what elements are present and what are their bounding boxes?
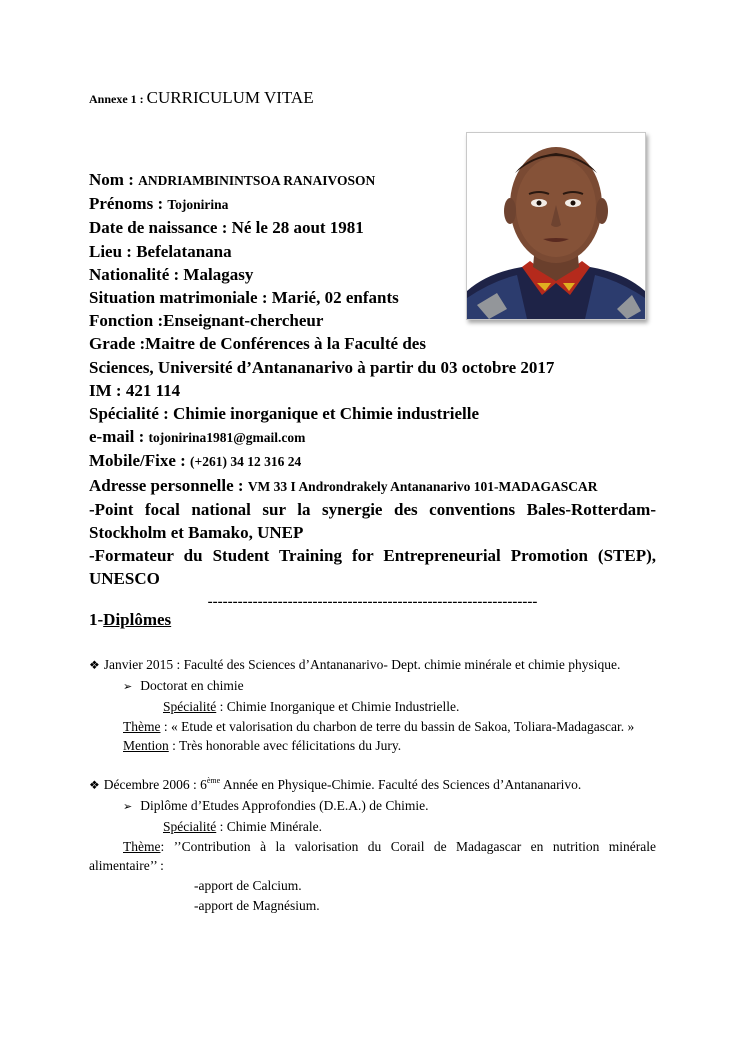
diploma-1-theme <box>89 717 656 737</box>
firstname-label: Prénoms : <box>89 194 164 214</box>
phone-value: (+261) 34 12 316 24 <box>190 454 302 470</box>
name-value: ANDRIAMBININTSOA RANAIVOSON <box>138 173 376 188</box>
diplomas-list <box>89 655 656 915</box>
diploma-1-mention <box>89 736 656 756</box>
trainer-line: -Formateur du Student Training for Entrepreneurial Promotion (STEP), UNESCO <box>89 546 656 589</box>
diploma-1-specialty <box>89 697 656 717</box>
grade-line: Grade :Maitre de Conférences à la Faculté des <box>89 334 426 354</box>
diploma-1-degree <box>89 676 656 698</box>
birthdate-line: Date de naissance : Né le 28 aout 1981 <box>89 218 364 238</box>
diploma-2-specialty <box>89 817 656 837</box>
address-label: Adresse personnelle : <box>89 475 244 495</box>
diploma-2-date-a: Décembre 2006 : 6 <box>103 776 207 792</box>
birthplace-line: Lieu : Befelatanana <box>89 241 232 261</box>
annex-heading <box>89 88 314 108</box>
theme-label: Thème <box>123 718 161 734</box>
function-line: Fonction :Enseignant-chercheur <box>89 311 324 331</box>
personal-details <box>89 168 656 614</box>
separator-line: ------------------------------------------------------------------ <box>207 593 538 610</box>
name-label: Nom : <box>89 170 134 189</box>
specialty-value: : Chimie Minérale. <box>216 819 322 835</box>
specialty-line: Spécialité : Chimie inorganique et Chimie industrielle <box>89 404 480 424</box>
diploma-1-degree-text: Doctorat en chimie <box>140 677 244 693</box>
address-line <box>89 474 656 498</box>
diploma-2-degree <box>89 796 656 818</box>
name-line <box>89 168 656 192</box>
theme-value: : « Etude et valorisation du charbon de terre du bassin de Sakoa, Toliara-Madagascar. » <box>160 718 635 734</box>
firstname-line <box>89 192 656 216</box>
nationality-line: Nationalité : Malagasy <box>89 264 254 284</box>
specialty-value: : Chimie Inorganique et Chimie Industrielle. <box>216 699 460 715</box>
section-heading-diplomas <box>89 610 171 630</box>
section-title: Diplômes <box>103 610 172 629</box>
arrow-bullet-icon: ➢ <box>123 680 133 693</box>
diploma-1-date-text: Janvier 2015 : Faculté des Sciences d’Antananarivo- Dept. chimie minérale et chimie physique. <box>103 657 621 672</box>
diploma-2-date <box>89 775 656 796</box>
specialty-label: Spécialité <box>163 819 217 835</box>
firstname-value: Tojonirina <box>167 197 229 213</box>
section-number: 1- <box>89 610 104 629</box>
annex-label: Annexe 1 : <box>89 92 144 106</box>
address-value: VM 33 I Androndrakely Antananarivo 101-MADAGASCAR <box>247 478 598 494</box>
im-line: IM : 421 114 <box>89 380 181 400</box>
theme-label: Thème <box>123 838 161 854</box>
specialty-label: Spécialité <box>163 699 217 715</box>
email-line <box>89 425 656 449</box>
diamond-bullet-icon: ❖ <box>89 658 100 672</box>
phone-line <box>89 449 656 473</box>
phone-label: Mobile/Fixe : <box>89 451 186 471</box>
mention-value: : Très honorable avec félicitations du Jury. <box>168 738 402 754</box>
diploma-1-date <box>89 655 656 676</box>
email-label: e-mail : <box>89 427 145 447</box>
focal-point-line: -Point focal national sur la synergie des conventions Bales-Rotterdam-Stockholm et Bamako, UNEP <box>89 499 656 543</box>
document-title: CURRICULUM VITAE <box>146 88 314 107</box>
grade-line-2: Sciences, Université d’Antananarivo à partir du 03 octobre 2017 <box>89 357 555 377</box>
diploma-2-item-magnesium: -apport de Magnésium. <box>194 897 320 913</box>
diploma-2-date-sup: ème <box>206 775 221 785</box>
theme-value: : ’’Contribution à la valorisation du Corail de Madagascar en nutrition minérale alimentaire’’ : <box>89 838 656 874</box>
diamond-bullet-icon: ❖ <box>89 777 100 792</box>
diploma-2-date-b: Année en Physique-Chimie. Faculté des Sciences d’Antananarivo. <box>220 776 582 792</box>
diploma-2-degree-text: Diplôme d’Etudes Approfondies (D.E.A.) de Chimie. <box>140 797 429 813</box>
diploma-2-item-calcium: -apport de Calcium. <box>194 877 302 893</box>
arrow-bullet-icon: ➢ <box>123 800 133 813</box>
marital-status-line: Situation matrimoniale : Marié, 02 enfants <box>89 288 399 308</box>
diploma-2-theme <box>89 837 656 876</box>
email-value: tojonirina1981@gmail.com <box>148 430 306 446</box>
mention-label: Mention <box>123 738 169 754</box>
